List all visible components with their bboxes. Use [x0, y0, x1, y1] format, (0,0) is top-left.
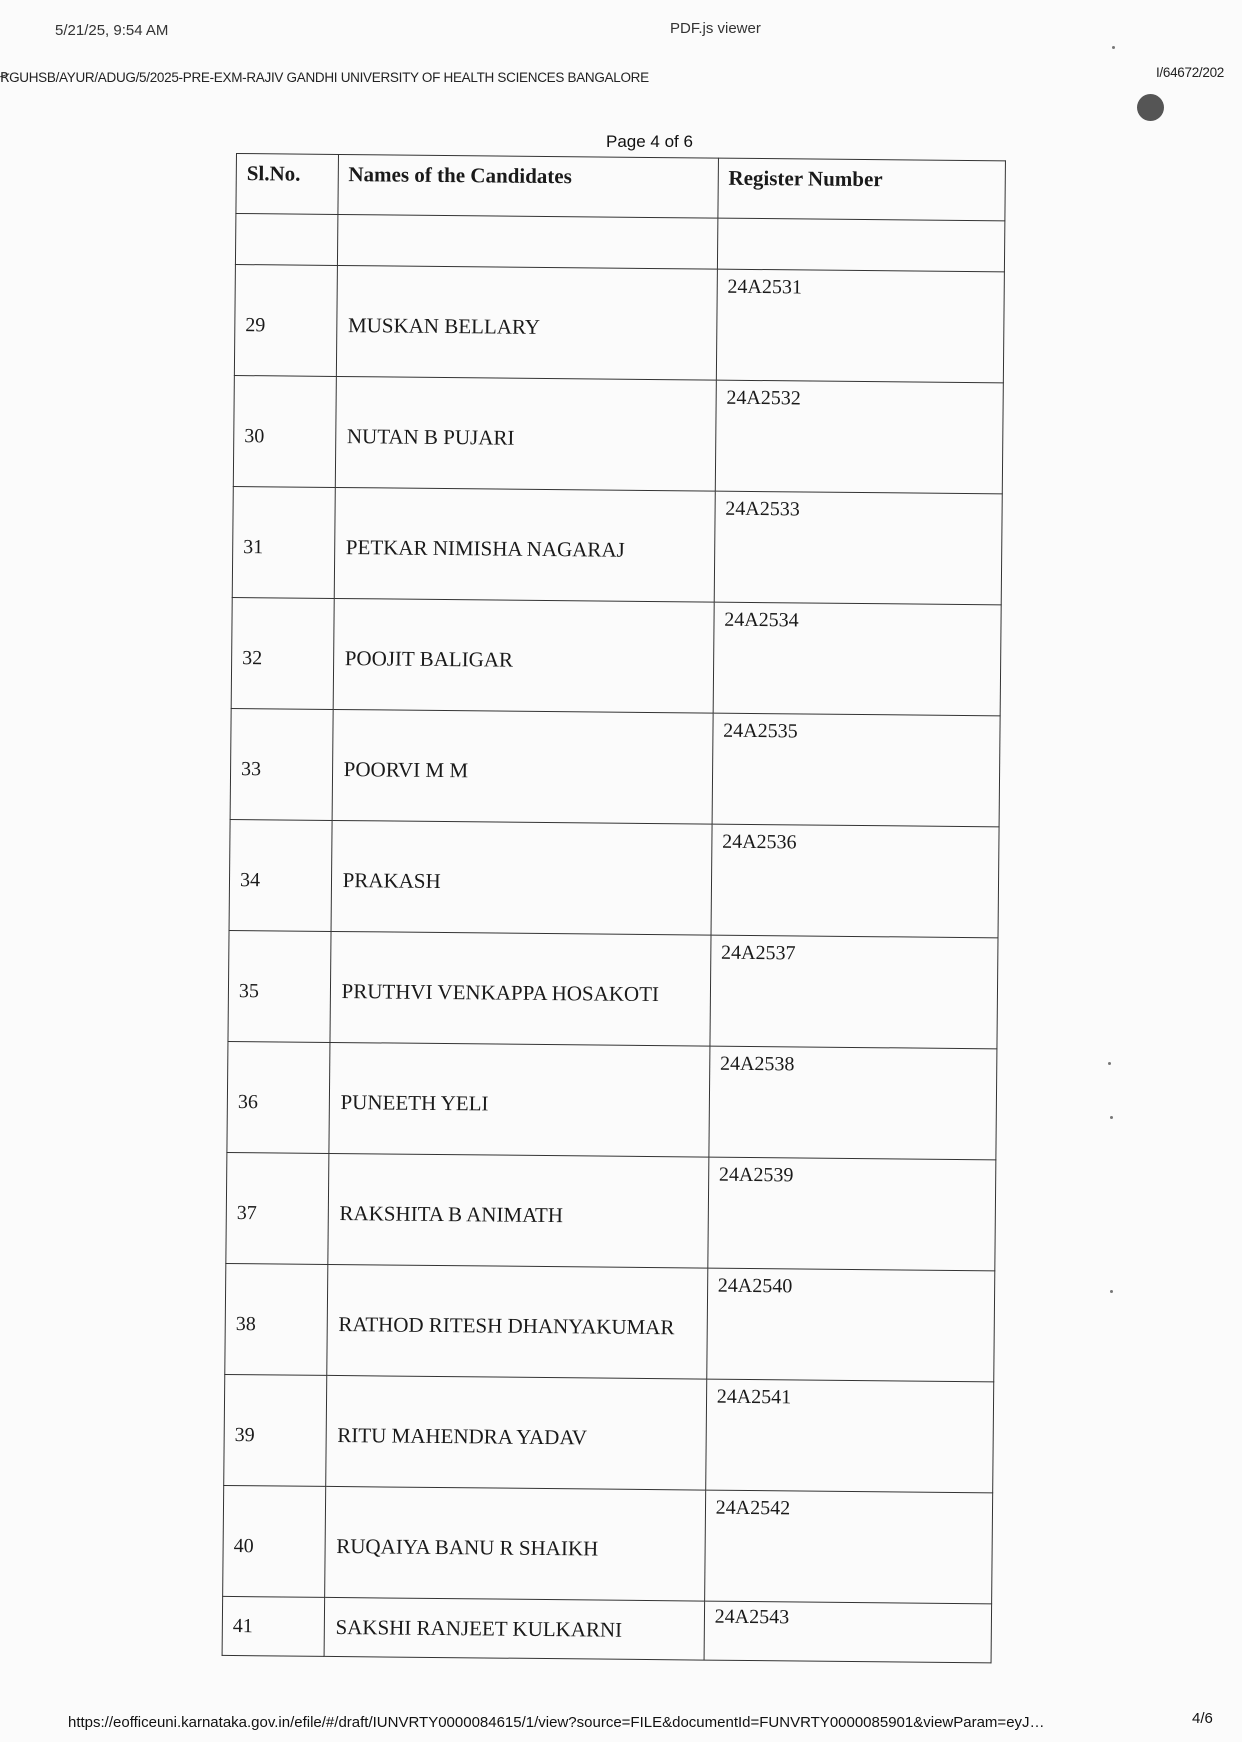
candidate-name-cell: PUNEETH YELI — [329, 1042, 710, 1157]
table-row — [233, 375, 1003, 493]
scan-speck — [1112, 46, 1115, 49]
register-number-cell: 24A2542 — [704, 1490, 992, 1604]
candidate-name-cell: PRUTHVI VENKAPPA HOSAKOTI — [330, 931, 711, 1046]
sl-no-cell: 40 — [223, 1485, 326, 1597]
register-number-cell: 24A2539 — [708, 1157, 996, 1271]
table-row — [231, 597, 1001, 715]
sl-no-cell: 32 — [231, 597, 334, 709]
register-number-cell: 24A2531 — [716, 269, 1004, 383]
table-body — [222, 214, 1005, 1663]
register-number-cell: 24A2533 — [714, 491, 1002, 605]
blank-row — [235, 214, 1004, 272]
candidate-name-cell: PETKAR NIMISHA NAGARAJ — [334, 487, 715, 602]
sl-no-cell: 30 — [233, 375, 336, 487]
table-row — [232, 486, 1002, 604]
sl-no-cell: 31 — [232, 486, 335, 598]
blank-cell — [337, 214, 718, 269]
blank-cell — [235, 214, 337, 266]
sl-no-cell: 35 — [228, 930, 331, 1042]
table-row — [227, 1041, 997, 1159]
candidate-name-cell: RUQAIYA BANU R SHAIKH — [324, 1486, 705, 1601]
scan-speck — [1108, 1062, 1111, 1065]
candidate-name-cell: RAKSHITA B ANIMATH — [327, 1153, 708, 1268]
punch-hole-mark — [1137, 94, 1164, 121]
table-row — [229, 819, 999, 937]
register-number-cell: 24A2536 — [711, 824, 999, 938]
register-number-cell: 24A2532 — [715, 380, 1003, 494]
blank-cell — [717, 218, 1005, 272]
table-row — [230, 708, 1000, 826]
header-register-number: Register Number — [718, 158, 1006, 221]
page-count: 4/6 — [1192, 1710, 1213, 1727]
viewer-title: PDF.js viewer — [670, 20, 761, 37]
sl-no-cell: 33 — [230, 708, 333, 820]
page-label: Page 4 of 6 — [606, 132, 693, 151]
register-number-cell: 24A2538 — [709, 1046, 997, 1160]
header-candidate-name: Names of the Candidates — [338, 154, 719, 218]
sl-no-cell: 29 — [234, 264, 337, 376]
candidate-name-cell: NUTAN B PUJARI — [335, 376, 716, 491]
table-row — [225, 1263, 995, 1381]
register-number-cell: 24A2540 — [706, 1268, 994, 1382]
table-row — [224, 1374, 994, 1492]
sl-no-cell: 36 — [227, 1041, 330, 1153]
sl-no-cell: 41 — [222, 1596, 324, 1656]
document-url: https://eofficeuni.karnataka.gov.in/efile/#/draft/IUNVRTY0000084615/1/view?source=FILE&documentId=FUNVRTY0000085901&viewParam=eyJ… — [68, 1714, 1045, 1731]
candidate-name-cell: POOJIT BALIGAR — [333, 598, 714, 713]
sl-no-cell: 37 — [226, 1152, 329, 1264]
print-datetime: 5/21/25, 9:54 AM — [55, 22, 169, 39]
candidate-name-cell: SAKSHI RANJEET KULKARNI — [324, 1597, 705, 1660]
candidates-table — [222, 153, 1006, 1663]
register-number-cell: 24A2535 — [712, 713, 1000, 827]
table-row — [226, 1152, 996, 1270]
register-number-cell: 24A2537 — [710, 935, 998, 1049]
sl-no-cell: 38 — [225, 1263, 328, 1375]
candidate-name-cell: RATHOD RITESH DHANYAKUMAR — [326, 1264, 707, 1379]
candidate-name-cell: POORVI M M — [332, 709, 713, 824]
file-number: I/64672/202 — [1155, 65, 1224, 80]
scan-speck — [1110, 1290, 1113, 1293]
register-number-cell: 24A2534 — [713, 602, 1001, 716]
table-row — [234, 264, 1004, 382]
candidate-name-cell: PRAKASH — [331, 820, 712, 935]
candidate-name-cell: MUSKAN BELLARY — [336, 265, 717, 380]
table-row — [222, 1596, 992, 1662]
header-sl-no: Sl.No. — [236, 154, 338, 215]
register-number-cell: 24A2541 — [705, 1379, 993, 1493]
sl-no-cell: 39 — [224, 1374, 327, 1486]
file-reference: ꞦGUHSB/AYUR/ADUG/5/2025-PRE-EXM-RAJIV GANDHI UNIVERSITY OF HEALTH SCIENCES BANGALORE — [0, 70, 649, 85]
table-row — [228, 930, 998, 1048]
scan-speck — [1110, 1116, 1113, 1119]
sl-no-cell: 34 — [229, 819, 332, 931]
register-number-cell: 24A2543 — [704, 1601, 992, 1663]
candidate-name-cell: RITU MAHENDRA YADAV — [325, 1375, 706, 1490]
table-row — [223, 1485, 993, 1603]
table-header-row — [236, 154, 1006, 221]
